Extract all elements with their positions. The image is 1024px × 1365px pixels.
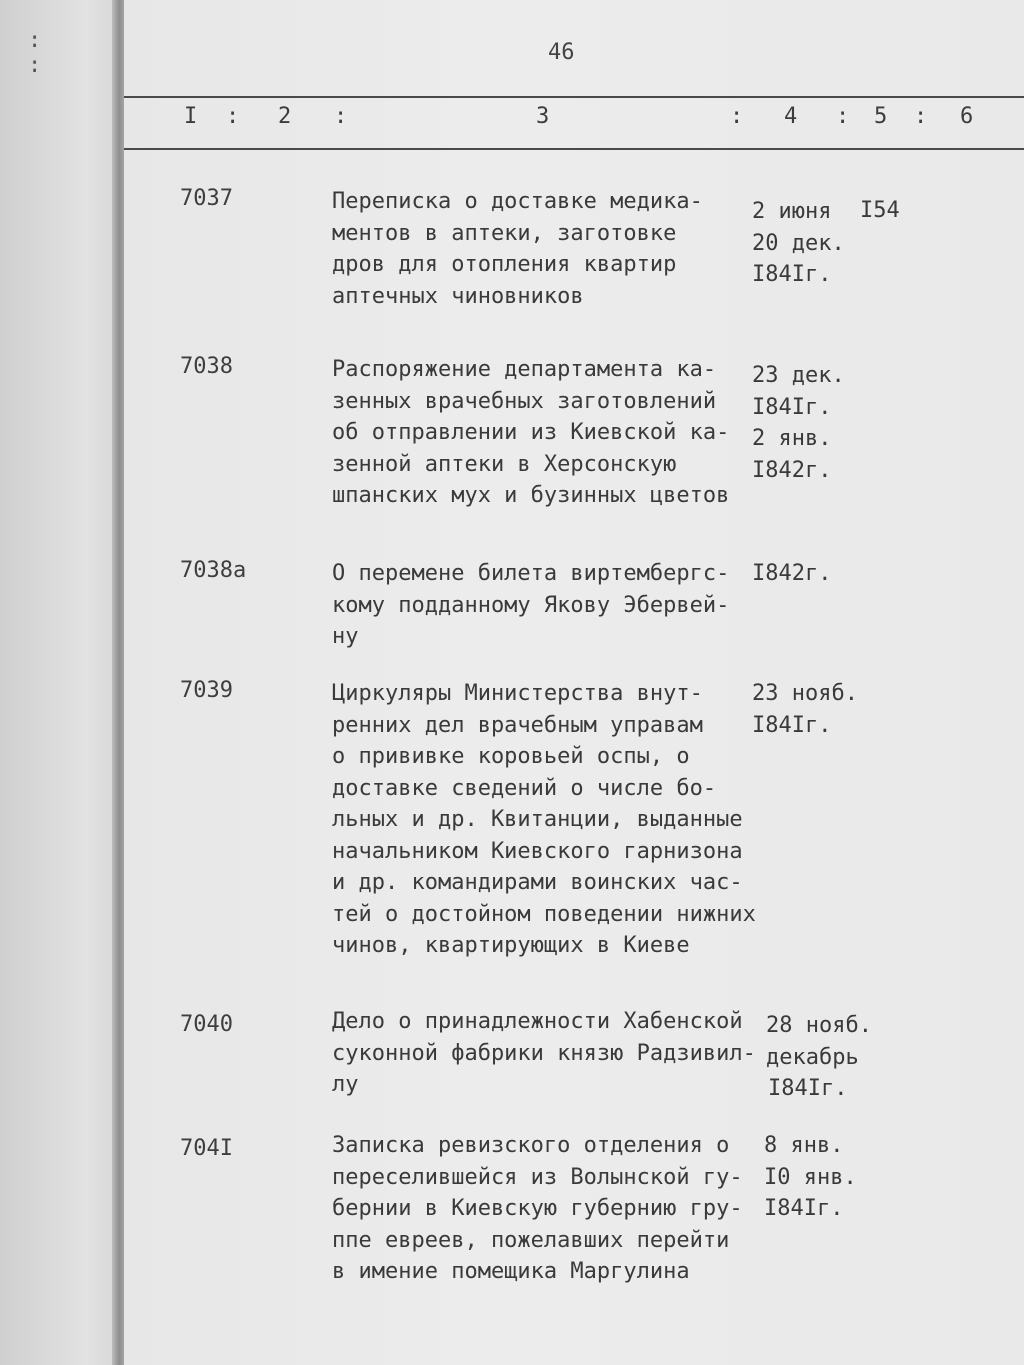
- description-line: об отправлении из Киевской ка-: [332, 420, 730, 445]
- description-line: Записка ревизского отделения о: [332, 1133, 730, 1158]
- record-dates: [752, 558, 882, 590]
- description-line: аптечных чиновников: [332, 283, 584, 309]
- column-separator: :: [914, 104, 928, 129]
- description-line: льных и др. Квитанции, выданные: [332, 807, 743, 832]
- description-line: ппе евреев, пожелавших перейти: [332, 1227, 730, 1253]
- description-line: бернии в Киевскую губернию гру-: [332, 1196, 743, 1221]
- record-id: 7039: [180, 678, 233, 703]
- record-id: 7040: [180, 1012, 233, 1037]
- record-description: [332, 1006, 772, 1101]
- date-line: I84Iг.: [768, 1076, 848, 1101]
- column-separator: :: [334, 104, 348, 129]
- date-line: 2 июня: [752, 199, 832, 224]
- page-number: 46: [548, 40, 575, 65]
- record-description: [332, 678, 772, 962]
- date-line: декабрь: [766, 1044, 859, 1070]
- date-line: 23 дек.: [752, 363, 845, 388]
- description-line: ну: [332, 624, 359, 649]
- record-description: [332, 1130, 772, 1288]
- record-dates: [752, 360, 882, 486]
- description-line: шпанских мух и бузинных цветов: [332, 483, 730, 508]
- date-line: I842г.: [752, 561, 832, 586]
- description-line: кому подданному Якову Эбервей-: [332, 592, 730, 618]
- date-line: 20 дек.: [752, 230, 845, 256]
- description-line: зенных врачебных заготовлений: [332, 388, 717, 414]
- column-number-6: 6: [960, 104, 974, 129]
- description-line: Распоряжение департамента ка-: [332, 357, 717, 382]
- description-line: суконной фабрики князю Радзивил-: [332, 1040, 756, 1066]
- column-number-4: 4: [784, 104, 798, 129]
- description-line: ренних дел врачебным управам: [332, 712, 703, 738]
- header-top-rule: [124, 96, 1024, 98]
- description-line: Переписка о доставке медика-: [332, 189, 703, 214]
- record-dates: [766, 1010, 896, 1105]
- record-id: 704I: [180, 1136, 233, 1161]
- record-dates: [764, 1130, 894, 1225]
- column-separator: :: [730, 104, 744, 129]
- archive-inventory-page: [124, 0, 1024, 1365]
- column-separator: :: [226, 104, 240, 129]
- record-description: [332, 354, 772, 512]
- column-number-2: 2: [278, 104, 292, 129]
- description-line: начальником Киевского гарнизона: [332, 838, 743, 864]
- record-description: [332, 186, 772, 312]
- date-line: I84Iг.: [752, 394, 832, 420]
- description-line: и др. командирами воинских час-: [332, 870, 743, 895]
- description-line: Дело о принадлежности Хабенской: [332, 1009, 743, 1034]
- description-line: доставке сведений о числе бо-: [332, 775, 717, 801]
- date-line: I0 янв.: [764, 1164, 857, 1190]
- date-line: I84Iг.: [752, 712, 832, 738]
- previous-page-edge: [0, 0, 122, 1365]
- record-id: 7037: [180, 186, 233, 211]
- date-line: 2 янв.: [752, 426, 832, 451]
- date-line: I84Iг.: [752, 262, 832, 287]
- description-line: лу: [332, 1072, 359, 1097]
- column-separator: :: [836, 104, 850, 129]
- description-line: в имение помещика Маргулина: [332, 1259, 690, 1284]
- description-line: тей о достойном поведении нижних: [332, 901, 756, 927]
- column-number-5: 5: [874, 104, 888, 129]
- previous-page-fragment: : :: [28, 28, 72, 78]
- description-line: О перемене билета виртембергс-: [332, 561, 730, 586]
- description-line: о прививке коровьей оспы, о: [332, 744, 690, 769]
- description-line: зенной аптеки в Херсонскую: [332, 451, 677, 477]
- record-description: [332, 558, 772, 653]
- column-number-3: 3: [536, 104, 550, 129]
- record-dates: [752, 678, 882, 741]
- column-number-1: I: [184, 104, 198, 129]
- description-line: дров для отопления квартир: [332, 252, 677, 277]
- record-id: 7038: [180, 354, 233, 379]
- description-line: чинов, квартирующих в Киеве: [332, 933, 690, 958]
- description-line: переселившейся из Волынской гу-: [332, 1164, 743, 1190]
- date-line: I842г.: [752, 457, 832, 483]
- description-line: Циркуляры Министерства внут-: [332, 681, 703, 706]
- date-line: 23 нояб.: [752, 681, 858, 706]
- date-line: 28 нояб.: [766, 1013, 872, 1038]
- date-line: 8 янв.: [764, 1133, 844, 1158]
- header-bottom-rule: [124, 148, 1024, 150]
- date-line: I84Iг.: [764, 1196, 844, 1221]
- record-sheet-count: I54: [860, 198, 900, 223]
- description-line: ментов в аптеки, заготовке: [332, 220, 677, 246]
- record-id: 7038а: [180, 558, 247, 583]
